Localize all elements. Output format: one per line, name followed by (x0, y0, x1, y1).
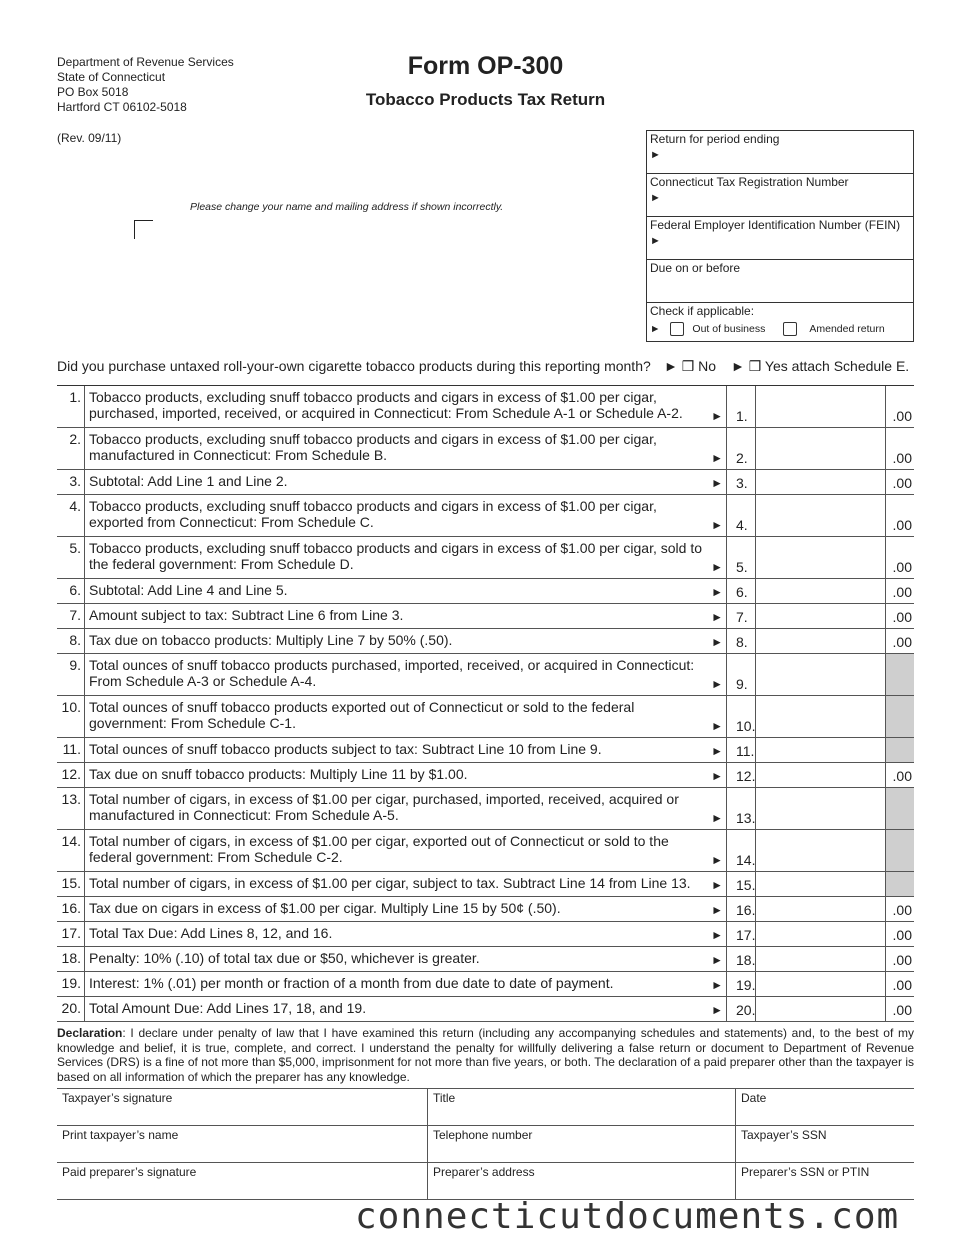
line-amount-input[interactable] (756, 579, 886, 603)
ryo-no-option[interactable]: ► ❒ No (664, 358, 717, 374)
line-cents (886, 696, 914, 737)
signature-block (57, 1088, 914, 1200)
tax-line-row (57, 872, 914, 897)
arrow-icon: ► (711, 928, 723, 942)
line-description: Tax due on tobacco products: Multiply Line 7 by 50% (.50). (89, 632, 453, 648)
line-description: Tax due on cigars in excess of $1.00 per cigar. Multiply Line 15 by 50¢ (.50). (89, 900, 561, 916)
line-number: 2. (57, 428, 85, 469)
ryo-question: Did you purchase untaxed roll-your-own cigarette tobacco products during this reporting month? (57, 358, 651, 374)
line-description: Tax due on snuff tobacco products: Multiply Line 11 by $1.00. (89, 766, 468, 782)
line-cents: .00 (892, 1002, 912, 1018)
fein-label: Federal Employer Identification Number (FEIN) (650, 218, 901, 232)
amended-return-checkbox[interactable] (783, 322, 797, 336)
line-description: Total ounces of snuff tobacco products subject to tax: Subtract Line 10 from Line 9. (89, 741, 602, 757)
arrow-icon: ► (711, 635, 723, 649)
line-number: 19. (57, 972, 85, 996)
line-ref-number: 1. (727, 386, 756, 427)
arrow-icon: ► (711, 719, 723, 733)
line-amount-input[interactable] (756, 972, 886, 996)
declaration-text: : I declare under penalty of law that I have examined this return (including any accompanying schedules and statements) and, to the best of my knowledge and belief, it is true, complete, and correct. I understand the penalty for willfully delivering a false return or document to Department of Revenue Services (DRS) is a fine of not more than $5,000, imprisonment for not more than five years, or both. The declaration of a paid preparer other than the taxpayer is based on all information of which the preparer has any knowledge. (57, 1026, 914, 1084)
period-ending-field[interactable] (647, 131, 913, 174)
line-amount-input[interactable] (756, 696, 886, 737)
registration-number-label: Connecticut Tax Registration Number (650, 175, 849, 189)
line-description: Total ounces of snuff tobacco products exported out of Connecticut or sold to the federal government: From Schedule C-1. (89, 699, 635, 731)
arrow-icon: ► (711, 878, 723, 892)
line-amount-input[interactable] (756, 763, 886, 787)
arrow-icon: ► (711, 744, 723, 758)
period-ending-label: Return for period ending (650, 132, 780, 146)
form-title: Form OP-300 (407, 52, 564, 80)
line-cents: .00 (892, 634, 912, 650)
info-box (646, 130, 914, 342)
line-ref-number: 18. (727, 947, 756, 971)
line-description-cell (85, 830, 727, 871)
tax-line-row (57, 763, 914, 788)
line-description-cell (85, 738, 727, 762)
agency-line: State of Connecticut (57, 70, 166, 84)
watermark: connecticutdocuments.com (355, 1196, 900, 1237)
tax-line-row (57, 947, 914, 972)
tax-line-row (57, 604, 914, 629)
line-number: 3. (57, 470, 85, 494)
line-cents: .00 (892, 584, 912, 600)
arrow-icon: ► (711, 853, 723, 867)
line-amount-input[interactable] (756, 428, 886, 469)
due-date-field[interactable] (647, 260, 913, 303)
line-amount-input[interactable] (756, 495, 886, 536)
line-description-cell (85, 654, 727, 695)
arrow-icon: ► (711, 903, 723, 917)
line-cents: .00 (892, 768, 912, 784)
fein-field[interactable] (647, 217, 913, 260)
line-description-cell (85, 897, 727, 921)
line-description-cell (85, 579, 727, 603)
arrow-icon: ► (650, 235, 661, 247)
signature-field-label: Preparer’s address (433, 1165, 535, 1179)
line-description: Total number of cigars, in excess of $1.00 per cigar, subject to tax. Subtract Line 14 from Line 13. (89, 875, 691, 891)
line-amount-input[interactable] (756, 386, 886, 427)
arrow-icon: ► (711, 769, 723, 783)
signature-field-label: Paid preparer’s signature (62, 1165, 197, 1179)
line-number: 8. (57, 629, 85, 653)
declaration (57, 1026, 914, 1084)
revision-date: (Rev. 09/11) (57, 131, 122, 145)
line-ref-number: 11. (727, 738, 756, 762)
line-cents: .00 (892, 450, 912, 466)
arrow-icon: ► (711, 610, 723, 624)
line-cents (886, 830, 914, 871)
line-description-cell (85, 386, 727, 427)
tax-line-row (57, 537, 914, 579)
tax-line-row (57, 386, 914, 428)
line-description-cell (85, 872, 727, 896)
line-description-cell (85, 696, 727, 737)
line-description: Tobacco products, excluding snuff tobacco products and cigars in excess of $1.00 per cigar, purchased, imported, received, or acquired in Connecticut: From Schedule A-1 or Schedule A-2. (89, 389, 683, 421)
tax-line-row (57, 428, 914, 470)
signature-field-label: Date (741, 1091, 767, 1105)
line-cents: .00 (892, 952, 912, 968)
line-ref-number: 6. (727, 579, 756, 603)
out-of-business-checkbox[interactable] (670, 322, 684, 336)
line-amount-input[interactable] (756, 654, 886, 695)
signature-field-label: Title (433, 1091, 456, 1105)
agency-line: Department of Revenue Services (57, 55, 234, 69)
line-number: 17. (57, 922, 85, 946)
line-description: Subtotal: Add Line 4 and Line 5. (89, 582, 288, 598)
arrow-icon: ► (711, 1003, 723, 1017)
line-ref-number: 5. (727, 537, 756, 578)
line-number: 1. (57, 386, 85, 427)
line-ref-number: 14. (727, 830, 756, 871)
tax-line-row (57, 830, 914, 872)
line-ref-number: 13. (727, 788, 756, 829)
line-number: 18. (57, 947, 85, 971)
signature-field-label: Print taxpayer’s name (62, 1128, 179, 1142)
address-corner-mark (134, 220, 153, 239)
line-ref-number: 20. (727, 997, 756, 1021)
line-amount-input[interactable] (756, 604, 886, 628)
line-description-cell (85, 495, 727, 536)
tax-line-row (57, 495, 914, 537)
line-cents: .00 (892, 408, 912, 424)
address-note: Please change your name and mailing address if shown incorrectly. (190, 201, 504, 213)
line-description-cell (85, 922, 727, 946)
line-description-cell (85, 763, 727, 787)
tax-line-row (57, 629, 914, 654)
tax-line-row (57, 897, 914, 922)
line-cents (886, 654, 914, 695)
line-cents: .00 (892, 977, 912, 993)
line-cents (886, 788, 914, 829)
line-amount-input[interactable] (756, 830, 886, 871)
line-description: Tobacco products, excluding snuff tobacco products and cigars in excess of $1.00 per cigar, sold to the federal government: From Schedule D. (89, 540, 702, 572)
line-ref-number: 19. (727, 972, 756, 996)
line-description-cell (85, 997, 727, 1021)
line-cents: .00 (892, 475, 912, 491)
line-amount-input[interactable] (756, 629, 886, 653)
tax-line-row (57, 972, 914, 997)
tax-line-row (57, 922, 914, 947)
tax-line-row (57, 997, 914, 1022)
tax-line-row (57, 788, 914, 830)
line-ref-number: 12. (727, 763, 756, 787)
line-amount-input[interactable] (756, 738, 886, 762)
signature-field[interactable] (57, 1126, 428, 1162)
line-amount-input[interactable] (756, 997, 886, 1021)
tax-line-row (57, 579, 914, 604)
arrow-icon: ► (650, 192, 661, 204)
line-description-cell (85, 428, 727, 469)
arrow-icon: ► (711, 585, 723, 599)
arrow-icon: ► (711, 451, 723, 465)
check-applicable-cell (647, 303, 913, 343)
line-number: 7. (57, 604, 85, 628)
line-amount-input[interactable] (756, 947, 886, 971)
line-description-cell (85, 972, 727, 996)
line-cents (886, 738, 914, 762)
arrow-icon: ► (711, 409, 723, 423)
line-description: Total number of cigars, in excess of $1.00 per cigar, purchased, imported, received, acquired or manufactured in Connecticut: From Schedule A-5. (89, 791, 679, 823)
line-amount-input[interactable] (756, 872, 886, 896)
signature-field[interactable] (736, 1089, 914, 1125)
line-ref-number: 15. (727, 872, 756, 896)
out-of-business-label: Out of business (692, 323, 766, 335)
line-number: 6. (57, 579, 85, 603)
line-number: 14. (57, 830, 85, 871)
arrow-icon: ► (711, 978, 723, 992)
arrow-icon: ► (650, 323, 661, 335)
line-number: 9. (57, 654, 85, 695)
form-subtitle: Tobacco Products Tax Return (365, 90, 606, 109)
signature-field[interactable] (57, 1089, 428, 1125)
line-amount-input[interactable] (756, 470, 886, 494)
agency-line: Hartford CT 06102-5018 (57, 100, 187, 114)
signature-field[interactable] (57, 1163, 428, 1199)
tax-line-row (57, 738, 914, 763)
line-ref-number: 8. (727, 629, 756, 653)
line-cents (886, 872, 914, 896)
line-ref-number: 4. (727, 495, 756, 536)
line-description: Interest: 1% (.01) per month or fraction of a month from due date to date of payment. (89, 975, 614, 991)
signature-field-label: Taxpayer’s signature (62, 1091, 173, 1105)
line-amount-input[interactable] (756, 788, 886, 829)
line-description: Total ounces of snuff tobacco products purchased, imported, received, or acquired in Connecticut: From Schedule A-3 or Schedule A-4. (89, 657, 695, 689)
line-ref-number: 3. (727, 470, 756, 494)
signature-field-label: Taxpayer’s SSN (741, 1128, 827, 1142)
signature-field[interactable] (428, 1089, 736, 1125)
signature-field[interactable] (736, 1163, 914, 1199)
due-date-label: Due on or before (650, 261, 741, 275)
arrow-icon: ► (711, 953, 723, 967)
line-description: Amount subject to tax: Subtract Line 6 from Line 3. (89, 607, 404, 623)
line-description: Subtotal: Add Line 1 and Line 2. (89, 473, 288, 489)
signature-field-label: Telephone number (433, 1128, 533, 1142)
line-description: Tobacco products, excluding snuff tobacco products and cigars in excess of $1.00 per cigar, exported from Connecticut: From Schedule C. (89, 498, 657, 530)
line-number: 5. (57, 537, 85, 578)
registration-number-field[interactable] (647, 174, 913, 217)
line-amount-input[interactable] (756, 922, 886, 946)
line-number: 13. (57, 788, 85, 829)
line-number: 12. (57, 763, 85, 787)
line-ref-number: 16. (727, 897, 756, 921)
line-ref-number: 10. (727, 696, 756, 737)
line-number: 20. (57, 997, 85, 1021)
arrow-icon: ► (711, 476, 723, 490)
signature-field-label: Preparer’s SSN or PTIN (741, 1165, 870, 1179)
signature-row (57, 1163, 914, 1200)
amended-return-label: Amended return (809, 323, 885, 335)
line-description: Penalty: 10% (.10) of total tax due or $50, whichever is greater. (89, 950, 480, 966)
line-ref-number: 2. (727, 428, 756, 469)
agency-line: PO Box 5018 (57, 85, 129, 99)
line-cents: .00 (892, 559, 912, 575)
declaration-label: Declaration (57, 1026, 123, 1040)
line-description-cell (85, 788, 727, 829)
line-cents: .00 (892, 902, 912, 918)
line-description: Total Amount Due: Add Lines 17, 18, and 19. (89, 1000, 367, 1016)
line-description-cell (85, 947, 727, 971)
ryo-yes-option[interactable]: ► ❒ Yes attach Schedule E. (731, 358, 910, 374)
signature-field[interactable] (428, 1126, 736, 1162)
tax-lines-table (57, 385, 914, 1022)
line-cents: .00 (892, 927, 912, 943)
line-amount-input[interactable] (756, 897, 886, 921)
tax-line-row (57, 696, 914, 738)
arrow-icon: ► (650, 149, 661, 161)
line-description: Total number of cigars, in excess of $1.00 per cigar, exported out of Connecticut or sold to the federal government: From Schedule C-2. (89, 833, 669, 865)
line-ref-number: 9. (727, 654, 756, 695)
line-ref-number: 17. (727, 922, 756, 946)
line-number: 11. (57, 738, 85, 762)
arrow-icon: ► (711, 560, 723, 574)
line-description-cell (85, 629, 727, 653)
line-number: 4. (57, 495, 85, 536)
tax-line-row (57, 654, 914, 696)
check-applicable-label: Check if applicable: (650, 304, 755, 318)
tax-line-row (57, 470, 914, 495)
signature-field[interactable] (428, 1163, 736, 1199)
line-number: 16. (57, 897, 85, 921)
signature-row (57, 1126, 914, 1163)
arrow-icon: ► (711, 518, 723, 532)
line-ref-number: 7. (727, 604, 756, 628)
line-cents: .00 (892, 517, 912, 533)
arrow-icon: ► (711, 811, 723, 825)
line-cents: .00 (892, 609, 912, 625)
signature-row (57, 1089, 914, 1126)
line-description: Tobacco products, excluding snuff tobacco products and cigars in excess of $1.00 per cigar, manufactured in Connecticut: From Schedule B. (89, 431, 657, 463)
arrow-icon: ► (711, 677, 723, 691)
line-description-cell (85, 537, 727, 578)
signature-field[interactable] (736, 1126, 914, 1162)
line-number: 10. (57, 696, 85, 737)
line-number: 15. (57, 872, 85, 896)
line-amount-input[interactable] (756, 537, 886, 578)
line-description: Total Tax Due: Add Lines 8, 12, and 16. (89, 925, 333, 941)
line-description-cell (85, 604, 727, 628)
line-description-cell (85, 470, 727, 494)
